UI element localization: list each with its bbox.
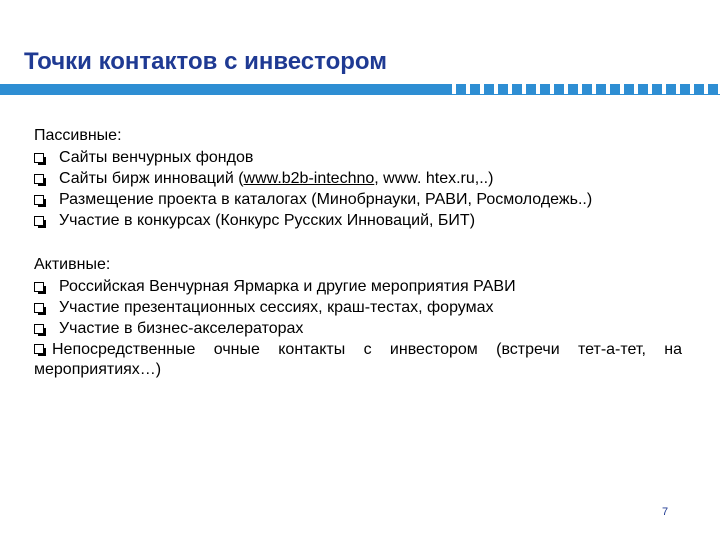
list-item: [34, 277, 682, 297]
list-item: [34, 298, 682, 318]
list-item-text: Непосредственные очные контакты с инвестором (встречи тет-а-тет, на мероприятиях…): [34, 341, 682, 378]
passive-list: [34, 148, 682, 231]
active-list: [34, 277, 682, 380]
page-number: 7: [662, 506, 669, 518]
list-item-text: Участие в конкурсах (Конкурс Русских Инноваций, БИТ): [59, 212, 476, 229]
header-rule: [0, 84, 720, 98]
b2b-intechno-link[interactable]: www.b2b-intechno: [243, 170, 375, 187]
square-bullet-icon: [34, 344, 44, 354]
slide-title: Точки контактов с инвестором: [24, 48, 387, 75]
list-item-text-end: , www. htex.ru,..): [374, 170, 494, 187]
square-bullet-icon: [34, 303, 44, 313]
active-heading: Активные:: [34, 256, 111, 273]
header-bar: [0, 84, 452, 95]
active-section: [34, 255, 682, 380]
square-bullet-icon: [34, 195, 44, 205]
list-item-text-start: Сайты бирж инноваций (: [59, 170, 244, 187]
header-thin-line: [452, 94, 720, 95]
passive-section: [34, 126, 682, 231]
list-item-text: Размещение проекта в каталогах (Минобрнауки, РАВИ, Росмолодежь..): [59, 191, 593, 208]
square-bullet-icon: [34, 153, 44, 163]
list-item: [34, 211, 682, 231]
list-item-text: Сайты венчурных фондов: [59, 149, 254, 166]
list-item-text: [59, 169, 493, 189]
list-item: [34, 190, 682, 210]
square-bullet-icon: [34, 324, 44, 334]
square-bullet-icon: [34, 282, 44, 292]
list-item: [34, 319, 682, 339]
list-item: [34, 340, 682, 380]
list-item-text: Участие презентационных сессиях, краш-тестах, форумах: [59, 299, 494, 316]
list-item: [34, 148, 682, 168]
passive-heading: Пассивные:: [34, 127, 122, 144]
list-item-text: Российская Венчурная Ярмарка и другие мероприятия РАВИ: [59, 278, 516, 295]
slide-content: [34, 126, 682, 380]
list-item: [34, 169, 682, 189]
square-bullet-icon: [34, 174, 44, 184]
list-item-text: Участие в бизнес-акселераторах: [59, 320, 304, 337]
square-bullet-icon: [34, 216, 44, 226]
